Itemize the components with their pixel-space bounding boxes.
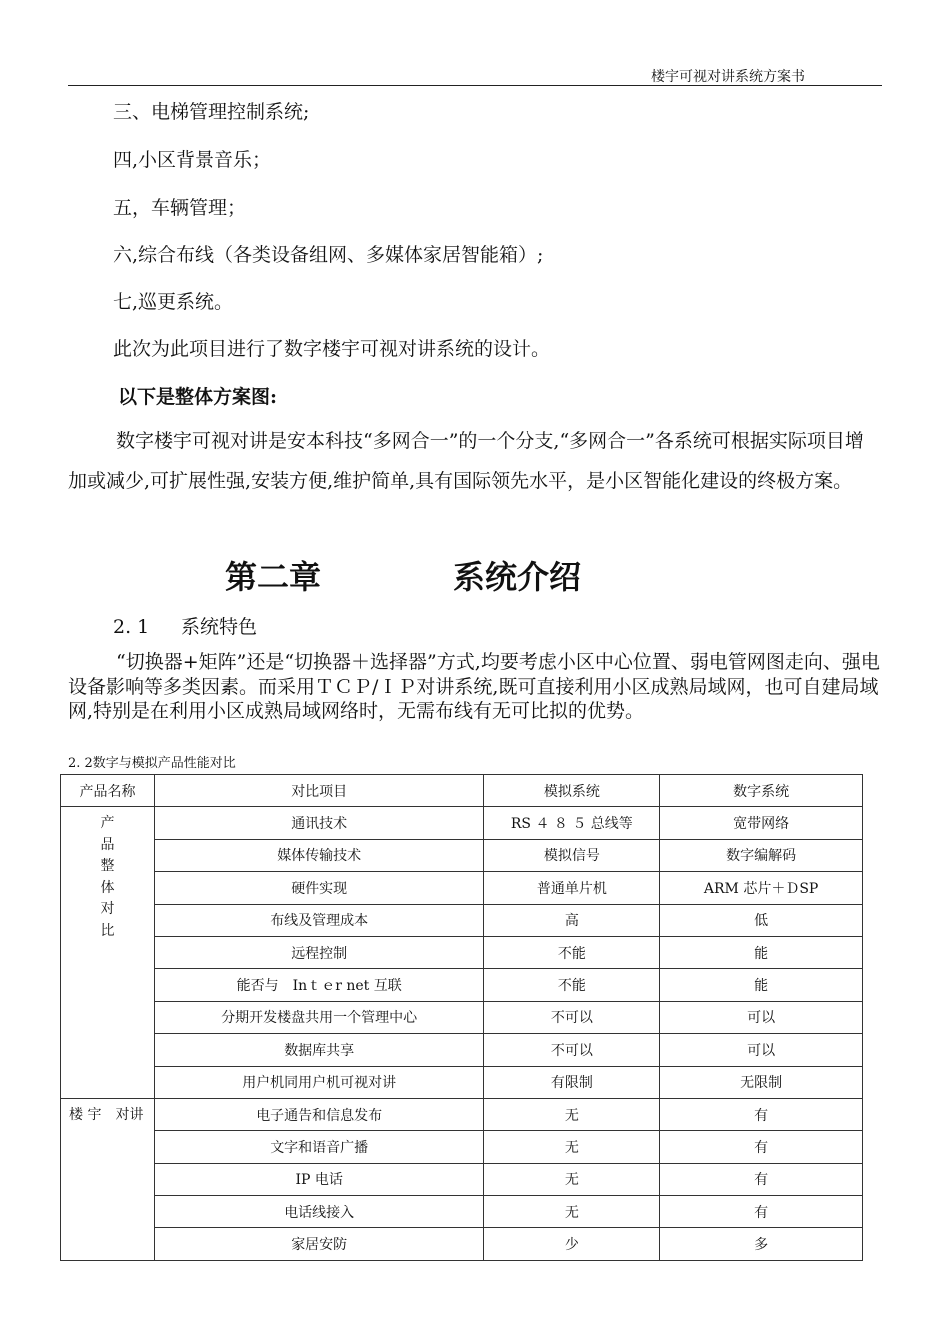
table-row bbox=[61, 1066, 863, 1098]
table-cell: 分期开发楼盘共用一个管理中心 bbox=[154, 1001, 484, 1033]
table-cell: 有 bbox=[660, 1098, 863, 1130]
table-cell: 通讯技术 bbox=[154, 807, 484, 839]
table-cell: IP 电话 bbox=[154, 1163, 484, 1195]
table-cell: 布线及管理成本 bbox=[154, 904, 484, 936]
table-row bbox=[61, 839, 863, 871]
table-header-row bbox=[61, 775, 863, 807]
diagram-heading: 以下是整体方案图: bbox=[118, 386, 278, 408]
table-row bbox=[61, 872, 863, 904]
table-cell: 数据库共享 bbox=[154, 1034, 484, 1066]
header-rule bbox=[68, 85, 882, 86]
table-cell: ARM 芯片＋ＤSP bbox=[660, 872, 863, 904]
chapter-number: 第二章 bbox=[225, 558, 322, 596]
intro-paragraph: 数字楼宇可视对讲是安本科技“多网合一”的一个分支,“多网合一”各系统可根据实际项目增加或减少,可扩展性强,安装方便,维护简单,具有国际领先水平，是小区智能化建设的终极方案。 bbox=[68, 430, 864, 492]
group-label-intercom: 楼 宇 对讲 bbox=[61, 1098, 155, 1260]
table-cell: 家居安防 bbox=[154, 1228, 484, 1260]
section-number: 2. 1 bbox=[113, 616, 150, 638]
list-line-1: 三、电梯管理控制系统; bbox=[113, 101, 310, 123]
table-cell: 不可以 bbox=[484, 1001, 660, 1033]
table-cell: 宽带网络 bbox=[660, 807, 863, 839]
table-cell: 多 bbox=[660, 1228, 863, 1260]
table-cell: 不能 bbox=[484, 936, 660, 968]
table-cell: 可以 bbox=[660, 1034, 863, 1066]
table-cell: 无 bbox=[484, 1098, 660, 1130]
section-title: 系统特色 bbox=[181, 616, 258, 638]
list-line-4: 六,综合布线（各类设备组网、多媒体家居智能箱）; bbox=[113, 244, 544, 266]
table-cell: 有 bbox=[660, 1131, 863, 1163]
table-cell: 能 bbox=[660, 936, 863, 968]
table-cell: 无 bbox=[484, 1131, 660, 1163]
table-row bbox=[61, 1163, 863, 1195]
table-caption: 2. 2数字与模拟产品性能对比 bbox=[68, 756, 236, 771]
table-cell: 能 bbox=[660, 969, 863, 1001]
table-cell: 数字编解码 bbox=[660, 839, 863, 871]
table-row bbox=[61, 969, 863, 1001]
table-row bbox=[61, 1034, 863, 1066]
table-row bbox=[61, 1228, 863, 1260]
table-cell: 不能 bbox=[484, 969, 660, 1001]
table-cell: 有限制 bbox=[484, 1066, 660, 1098]
table-cell: 用户机同用户机可视对讲 bbox=[154, 1066, 484, 1098]
header-title: 楼宇可视对讲系统方案书 bbox=[651, 69, 805, 85]
list-line-5: 七,巡更系统。 bbox=[113, 291, 234, 313]
table-cell: 媒体传输技术 bbox=[154, 839, 484, 871]
table-cell: 有 bbox=[660, 1163, 863, 1195]
header-cell: 模拟系统 bbox=[484, 775, 660, 807]
table-cell: 无 bbox=[484, 1196, 660, 1228]
table-cell: 电话线接入 bbox=[154, 1196, 484, 1228]
table-cell: 电子通告和信息发布 bbox=[154, 1098, 484, 1130]
table-row bbox=[61, 1196, 863, 1228]
table-row bbox=[61, 936, 863, 968]
features-paragraph: “切换器+矩阵”还是“切换器＋选择器”方式,均要考虑小区中心位置、弱电管网图走向、强电设备影响等多类因素。而采用ＴＣＰ/ＩＰ对讲系统,既可直接利用小区成熟局域网，也可自建局域网,特别是在利用小区成熟局域网络时，无需布线有无可比拟的优势。 bbox=[68, 651, 880, 722]
table-row bbox=[61, 807, 863, 839]
table-cell: 硬件实现 bbox=[154, 872, 484, 904]
list-line-2: 四,小区背景音乐； bbox=[113, 149, 272, 171]
table-cell: 普通单片机 bbox=[484, 872, 660, 904]
header-cell: 产品名称 bbox=[61, 775, 155, 807]
table-cell: 高 bbox=[484, 904, 660, 936]
list-line-6: 此次为此项目进行了数字楼宇可视对讲系统的设计。 bbox=[113, 338, 551, 360]
table-cell: 无 bbox=[484, 1163, 660, 1195]
table-cell: 文字和语音广播 bbox=[154, 1131, 484, 1163]
header-cell: 对比项目 bbox=[154, 775, 484, 807]
table-row bbox=[61, 1098, 863, 1130]
table-cell: 少 bbox=[484, 1228, 660, 1260]
section-heading bbox=[113, 612, 257, 639]
table-cell: 远程控制 bbox=[154, 936, 484, 968]
table-cell: 有 bbox=[660, 1196, 863, 1228]
table-row bbox=[61, 1001, 863, 1033]
table-cell: 无限制 bbox=[660, 1066, 863, 1098]
table-cell: RS ４ ８ ５ 总线等 bbox=[484, 807, 660, 839]
table-cell: 模拟信号 bbox=[484, 839, 660, 871]
table-row bbox=[61, 1131, 863, 1163]
header-cell: 数字系统 bbox=[660, 775, 863, 807]
group-label-product: 产 品 整 体 对 比 bbox=[61, 807, 155, 1099]
table-cell: 不可以 bbox=[484, 1034, 660, 1066]
list-line-3: 五，车辆管理； bbox=[113, 197, 247, 219]
comparison-table bbox=[60, 774, 863, 1261]
chapter-title: 系统介绍 bbox=[453, 558, 582, 596]
table-cell: 可以 bbox=[660, 1001, 863, 1033]
table-cell: 低 bbox=[660, 904, 863, 936]
table-row bbox=[61, 904, 863, 936]
table-cell: 能否与 Inｔｅr net 互联 bbox=[154, 969, 484, 1001]
